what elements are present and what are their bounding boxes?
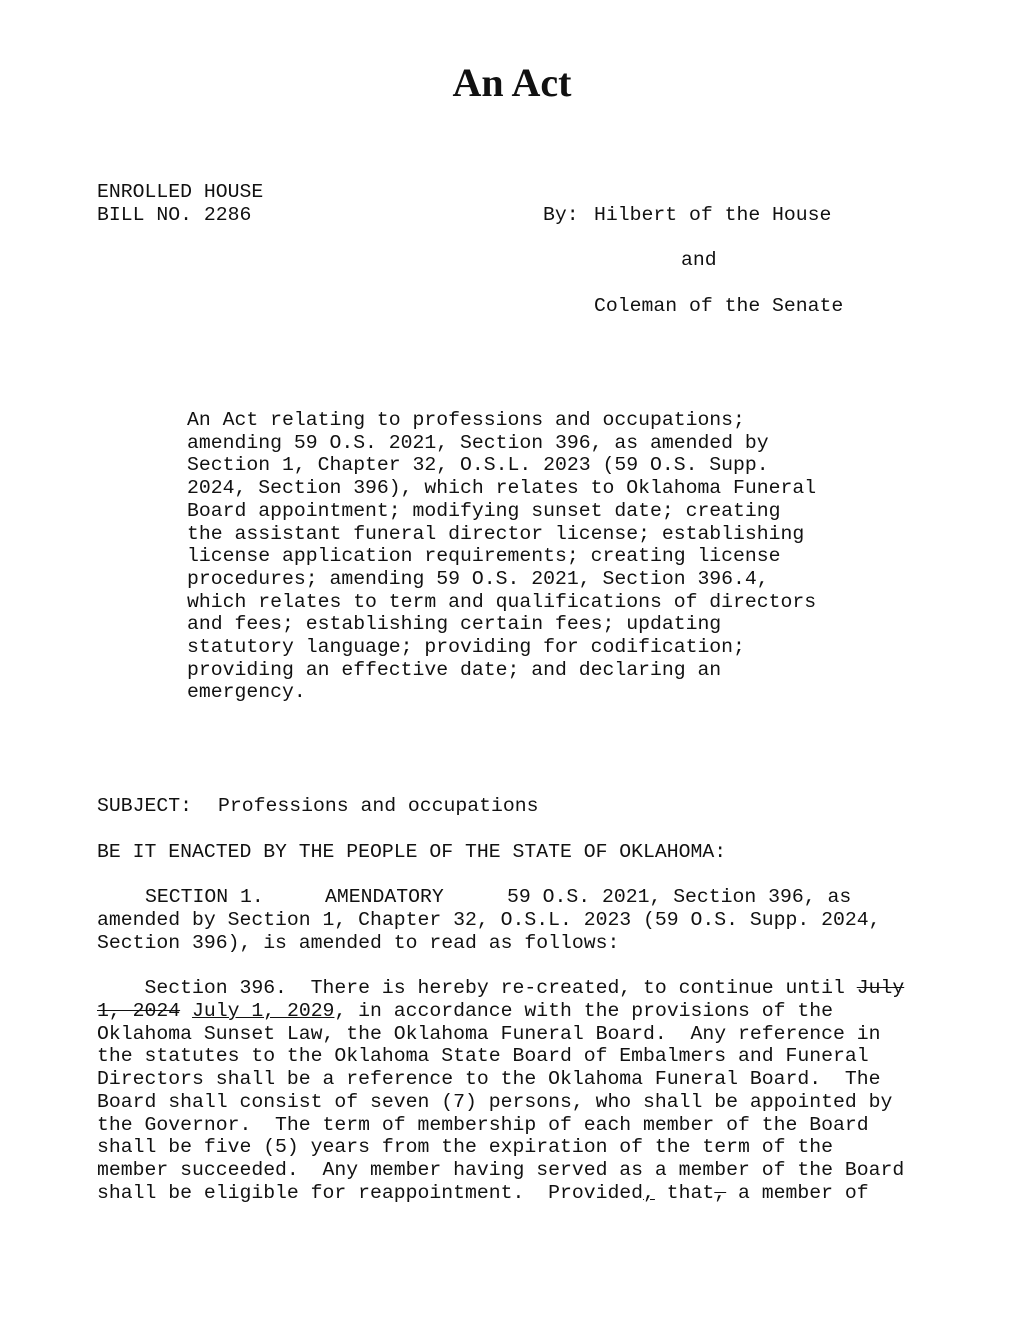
summary-line: emergency. bbox=[187, 681, 306, 704]
inserted-text: July 1, 2029 bbox=[191, 1000, 335, 1022]
text-line: the Governor. The term of membership of each member of the Board bbox=[97, 1113, 869, 1136]
enacting-clause: BE IT ENACTED BY THE PEOPLE OF THE STATE OF OKLAHOMA: bbox=[97, 841, 727, 863]
struck-text: July bbox=[856, 977, 905, 999]
house-author: Hilbert of the House bbox=[594, 204, 832, 226]
summary-line: Board appointment; modifying sunset date; creating bbox=[187, 499, 781, 522]
summary-line: Section 1, Chapter 32, O.S.L. 2023 (59 O.S. Supp. bbox=[187, 454, 769, 477]
summary-line: An Act relating to professions and occupations; bbox=[187, 409, 745, 431]
text-fragment: shall be eligible for reappointment. Provided bbox=[97, 1181, 644, 1204]
text-fragment: , in accordance with the provisions of the bbox=[334, 1000, 834, 1022]
bill-number-line-1: ENROLLED HOUSE bbox=[97, 181, 264, 203]
summary-line: and fees; establishing certain fees; updating bbox=[187, 613, 722, 636]
text-line: the statutes to the Oklahoma State Board of Embalmers and Funeral bbox=[97, 1045, 869, 1068]
section-number: SECTION 1. bbox=[145, 886, 264, 908]
author-conjunction: and bbox=[681, 249, 717, 271]
struck-text: 1, 2024 bbox=[97, 1000, 181, 1022]
section-heading-line-3: Section 396), is amended to read as follows: bbox=[97, 932, 620, 954]
summary-line: amending 59 O.S. 2021, Section 396, as amended by bbox=[187, 431, 769, 454]
summary-line: 2024, Section 396), which relates to Oklahoma Funeral bbox=[187, 477, 817, 500]
section-citation: 59 O.S. 2021, Section 396, as bbox=[507, 886, 852, 908]
inserted-text: , bbox=[643, 1181, 655, 1204]
text-line: shall be five (5) years from the expiration of the term of the bbox=[97, 1136, 833, 1159]
summary-line: providing an effective date; and declaring an bbox=[187, 658, 722, 681]
summary-line: statutory language; providing for codification; bbox=[187, 636, 745, 658]
by-label: By: bbox=[543, 204, 579, 226]
text-fragment: a member of bbox=[726, 1181, 869, 1204]
text-line: Directors shall be a reference to the Oklahoma Funeral Board. The bbox=[97, 1068, 881, 1091]
summary-line: procedures; amending 59 O.S. 2021, Section 396.4, bbox=[187, 567, 769, 590]
summary-line: which relates to term and qualifications of directors bbox=[187, 590, 817, 613]
subject-value: Professions and occupations bbox=[218, 795, 539, 817]
text-line: member succeeded. Any member having served as a member of the Board bbox=[97, 1158, 905, 1181]
text-line bbox=[97, 977, 904, 1000]
text-line: Oklahoma Sunset Law, the Oklahoma Funeral Board. Any reference in bbox=[97, 1022, 881, 1045]
summary-line: the assistant funeral director license; establishing bbox=[187, 522, 805, 545]
subject-label: SUBJECT: bbox=[97, 795, 192, 817]
document-title: An Act bbox=[452, 60, 572, 105]
text-line bbox=[97, 1000, 833, 1023]
section-type: AMENDATORY bbox=[325, 886, 444, 908]
summary-line: license application requirements; creating license bbox=[187, 545, 781, 568]
text-fragment: Section 396. There is hereby re-created, to continue until bbox=[97, 977, 857, 999]
struck-text: , bbox=[714, 1181, 727, 1204]
senate-author: Coleman of the Senate bbox=[594, 295, 844, 317]
bill-number-line-2: BILL NO. 2286 bbox=[97, 204, 252, 226]
text-line bbox=[97, 1182, 869, 1205]
text-line: Board shall consist of seven (7) persons, who shall be appointed by bbox=[97, 1090, 893, 1113]
text-fragment: that bbox=[654, 1181, 715, 1204]
section-heading-line-2: amended by Section 1, Chapter 32, O.S.L. 2023 (59 O.S. Supp. 2024, bbox=[97, 909, 881, 931]
